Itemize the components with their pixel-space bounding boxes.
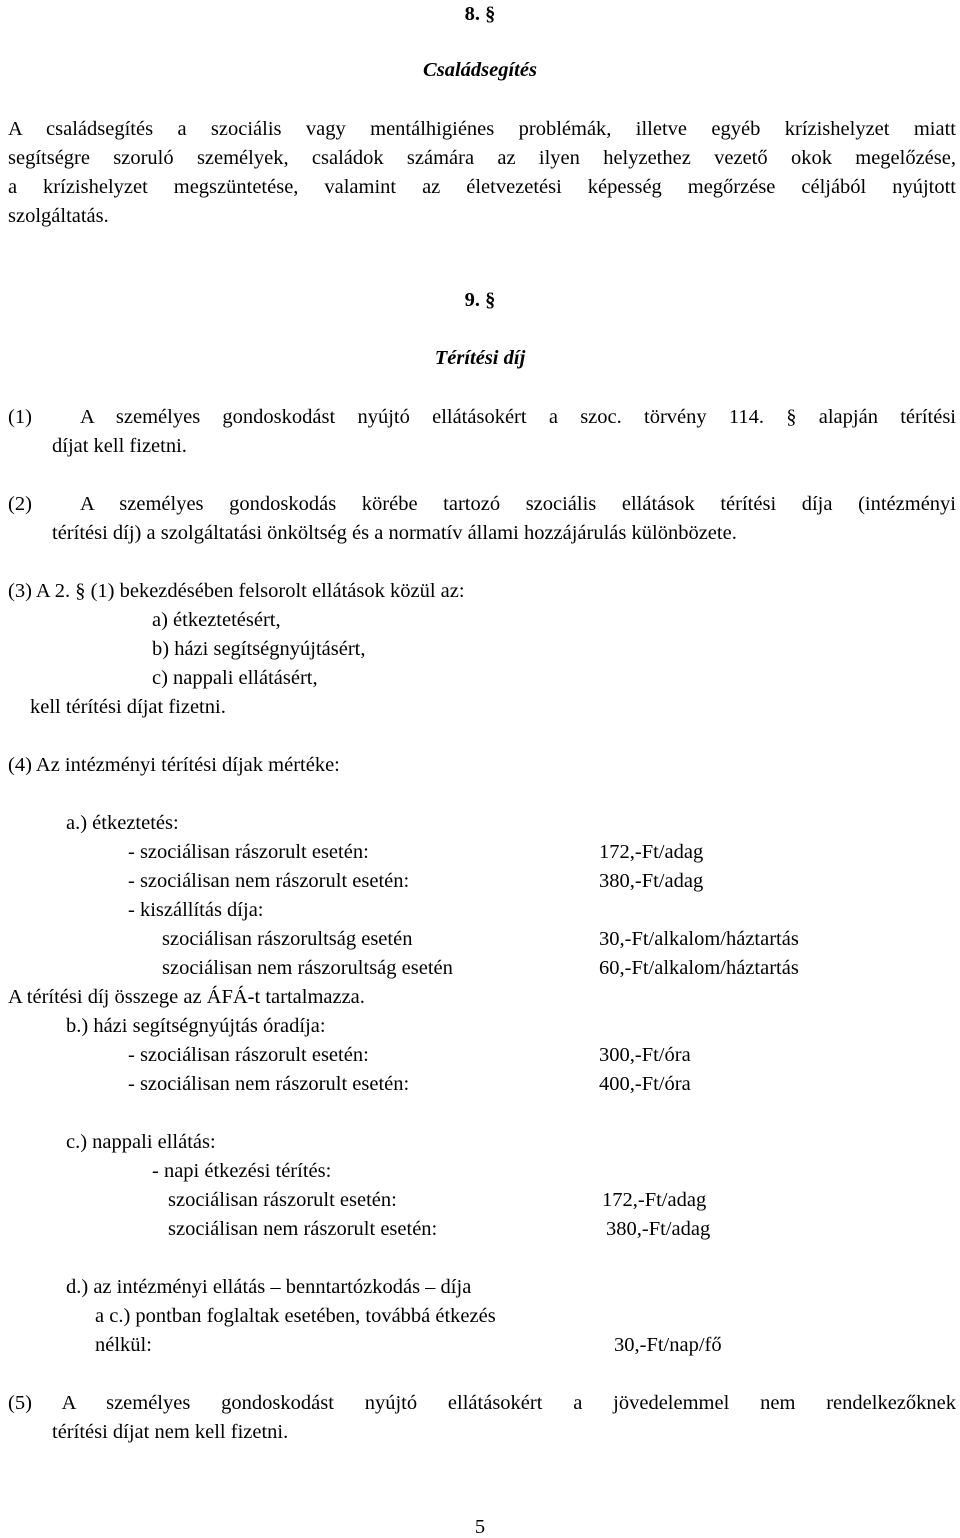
section-8-paragraph-line: a krízishelyzet megszüntetése, valamint az életvezetési képesség megőrzése céljából nyújtott	[8, 176, 956, 198]
paragraph-1-line: A személyes gondoskodást nyújtó ellátásokért a szoc. törvény 114. § alapján térítési	[80, 406, 956, 428]
section-8-number: 8. §	[464, 3, 496, 25]
paragraph-3-intro: (3) A 2. § (1) bekezdésében felsorolt ellátások közül az:	[8, 580, 465, 602]
fee-section-d-line: nélkül:	[95, 1334, 152, 1356]
section-8-paragraph-line: segítségre szoruló személyek, családok számára az ilyen helyzethez vezető okok megelőzése,	[8, 147, 956, 169]
fee-row-value: 300,-Ft/óra	[599, 1044, 691, 1066]
fee-row-label: szociálisan rászorult esetén:	[168, 1189, 397, 1211]
vat-note: A térítési díj összege az ÁFÁ-t tartalmazza.	[8, 986, 365, 1008]
fee-row-label: szociálisan rászorultság esetén	[162, 928, 413, 950]
fee-row-value: 172,-Ft/adag	[599, 841, 704, 863]
fee-row-value: 380,-Ft/adag	[606, 1218, 711, 1240]
section-8-paragraph-line: szolgáltatás.	[8, 205, 109, 227]
paragraph-2-line: térítési díj) a szolgáltatási önköltség és a normatív állami hozzájárulás különbözete.	[52, 522, 737, 544]
fee-row-label: - szociálisan nem rászorult esetén:	[128, 1073, 410, 1095]
paragraph-1-number: (1)	[8, 406, 32, 428]
fee-row-label: szociálisan nem rászorultság esetén	[162, 957, 453, 979]
fee-row-value: 60,-Ft/alkalom/háztartás	[599, 957, 799, 979]
section-8-title: Családsegítés	[423, 59, 537, 81]
section-9-title: Térítési díj	[434, 347, 526, 369]
fee-row-label: - kiszállítás díja:	[128, 899, 264, 921]
paragraph-3-item: a) étkeztetésért,	[152, 609, 281, 631]
fee-section-b-heading: b.) házi segítségnyújtás óradíja:	[66, 1015, 326, 1037]
paragraph-1-line: díjat kell fizetni.	[52, 435, 187, 457]
section-9-number: 9. §	[464, 289, 496, 311]
fee-row-label: szociálisan nem rászorult esetén:	[168, 1218, 438, 1240]
paragraph-5-line: (5) A személyes gondoskodást nyújtó ellátásokért a jövedelemmel nem rendelkezőknek	[8, 1392, 956, 1414]
paragraph-3-end: kell térítési díjat fizetni.	[30, 696, 226, 718]
fee-section-a-heading: a.) étkeztetés:	[66, 812, 179, 834]
fee-row-label: - szociálisan rászorult esetén:	[128, 1044, 369, 1066]
fee-section-d-heading: d.) az intézményi ellátás – benntartózkodás – díja	[66, 1276, 472, 1298]
paragraph-4-intro: (4) Az intézményi térítési díjak mértéke:	[8, 754, 340, 776]
fee-row-label: - szociálisan rászorult esetén:	[128, 841, 369, 863]
paragraph-3-item: c) nappali ellátásért,	[152, 667, 318, 689]
fee-row-value: 30,-Ft/alkalom/háztartás	[599, 928, 799, 950]
paragraph-3-item: b) házi segítségnyújtásért,	[152, 638, 366, 660]
fee-row-value: 172,-Ft/adag	[602, 1189, 707, 1211]
paragraph-2-line: A személyes gondoskodás körébe tartozó szociális ellátások térítési díja (intézményi	[80, 493, 956, 515]
page-number: 5	[474, 1516, 486, 1538]
paragraph-5-line: térítési díjat nem kell fizetni.	[52, 1421, 289, 1443]
fee-subheading: - napi étkezési térítés:	[152, 1160, 332, 1182]
fee-row-label: - szociálisan nem rászorult esetén:	[128, 870, 410, 892]
paragraph-2-number: (2)	[8, 493, 32, 515]
section-8-paragraph-line: A családsegítés a szociális vagy mentálhigiénes problémák, illetve egyéb krízishelyzet miatt	[8, 118, 956, 140]
fee-row-value: 380,-Ft/adag	[599, 870, 704, 892]
fee-section-d-line: a c.) pontban foglaltak esetében, továbbá étkezés	[95, 1305, 496, 1327]
fee-row-value: 30,-Ft/nap/fő	[614, 1334, 722, 1356]
fee-section-c-heading: c.) nappali ellátás:	[66, 1131, 216, 1153]
fee-row-value: 400,-Ft/óra	[599, 1073, 691, 1095]
